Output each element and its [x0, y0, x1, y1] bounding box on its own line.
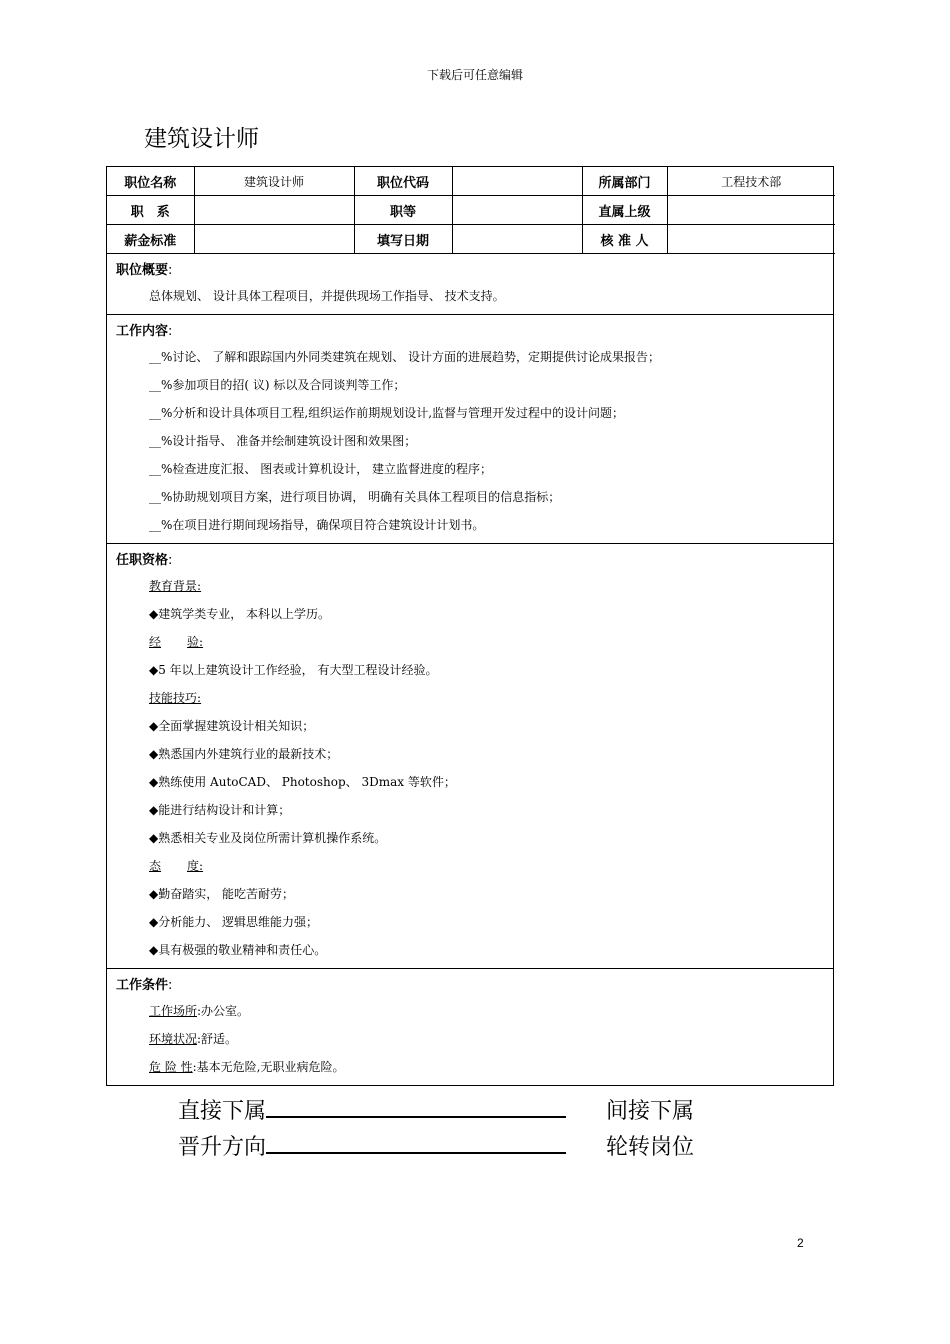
- attitude-label: 态 度:: [149, 859, 204, 873]
- header-note: 下载后可任意编辑: [426, 68, 523, 82]
- label-approver: 核 准 人: [582, 225, 667, 254]
- value-position-code: [452, 167, 582, 196]
- conditions-section: 工作条件: 工作场所:办公室。 环境状况:舒适。 危 险 性:基本无危险,无职业病危险。: [107, 969, 833, 1085]
- table-row: [107, 167, 835, 196]
- duty-item: __%分析和设计具体项目工程,组织运作前期规划设计,监督与管理开发过程中的设计问题；: [149, 406, 625, 420]
- direct-subordinate-line: [266, 1096, 566, 1118]
- skill-item: ◆熟悉相关专业及岗位所需计算机操作系统。: [149, 831, 387, 845]
- value-position-name: 建筑设计师: [194, 167, 354, 196]
- skill-item: ◆熟悉国内外建筑行业的最新技术；: [149, 747, 339, 761]
- duty-item: __%检查进度汇报、 图表或计算机设计， 建立监督进度的程序；: [149, 462, 493, 476]
- promotion-label: 晋升方向: [178, 1135, 267, 1160]
- value-job-series: [194, 196, 354, 225]
- attitude-item: ◆勤奋踏实， 能吃苦耐劳；: [149, 887, 295, 901]
- label-department: 所属部门: [582, 167, 667, 196]
- label-fill-date: 填写日期: [354, 225, 452, 254]
- rotation-label: 轮转岗位: [606, 1135, 695, 1160]
- value-department: 工程技术部: [667, 167, 835, 196]
- qualifications-heading: 任职资格: [116, 553, 169, 568]
- label-supervisor: 直属上级: [582, 196, 667, 225]
- value-approver: [667, 225, 835, 254]
- skill-item: ◆全面掌握建筑设计相关知识；: [149, 719, 315, 733]
- education-item: ◆建筑学类专业， 本科以上学历。: [149, 607, 331, 621]
- label-position-code: 职位代码: [354, 167, 452, 196]
- duty-item: __%在项目进行期间现场指导，确保项目符合建筑设计计划书。: [149, 518, 485, 532]
- promotion-field: [178, 1130, 566, 1161]
- skills-label: 技能技巧:: [149, 691, 202, 705]
- table-row: [107, 225, 835, 254]
- education-label: 教育背景:: [149, 579, 202, 593]
- page-title: 建筑设计师: [144, 126, 259, 152]
- experience-item: ◆5 年以上建筑设计工作经验， 有大型工程设计经验。: [149, 663, 438, 677]
- attitude-item: ◆分析能力、 逻辑思维能力强；: [149, 915, 319, 929]
- overview-section: 职位概要: 总体规划、 设计具体工程项目，并提供现场工作指导、 技术支持。: [107, 254, 833, 315]
- conditions-heading: 工作条件: [116, 978, 169, 993]
- info-table: [107, 167, 835, 254]
- direct-subordinate-field: [178, 1094, 566, 1125]
- skill-item: ◆能进行结构设计和计算；: [149, 803, 291, 817]
- value-job-grade: [452, 196, 582, 225]
- direct-subordinate-label: 直接下属: [178, 1099, 267, 1124]
- value-salary: [194, 225, 354, 254]
- overview-heading: 职位概要: [116, 263, 169, 278]
- qualifications-section: 任职资格: 教育背景: ◆建筑学类专业， 本科以上学历。 经 验: ◆5 年以上建筑设计工作经验， 有大型工程设计经验。 技能技巧: ◆全面掌握建筑设计相关知识； ◆熟悉国内外建筑行业的最新技术； ◆熟练使用 AutoCAD、 Photoshop、 3Dmax 等软件； ◆能进行结构设计和计算； ◆熟悉相关专业及岗位所需计算机操作系统。 态 度: ◆勤奋踏实， 能吃苦耐劳； ◆分析能力、 逻辑思维能力强； ◆具有极强的敬业精神和责任心。: [107, 544, 833, 969]
- duty-item: __%讨论、 了解和跟踪国内外同类建筑在规划、 设计方面的进展趋势，定期提供讨论成果报告；: [149, 350, 661, 364]
- label-job-series: 职 系: [107, 196, 194, 225]
- job-description-form: [106, 166, 834, 1086]
- duty-item: __%设计指导、 准备并绘制建筑设计图和效果图；: [149, 434, 417, 448]
- label-position-name: 职位名称: [107, 167, 194, 196]
- condition-risk: 危 险 性:基本无危险,无职业病危险。: [149, 1060, 345, 1074]
- page-number: 2: [797, 1236, 804, 1250]
- indirect-subordinate-label: 间接下属: [606, 1099, 695, 1124]
- label-job-grade: 职等: [354, 196, 452, 225]
- label-salary: 薪金标准: [107, 225, 194, 254]
- duties-heading: 工作内容: [116, 324, 169, 339]
- value-supervisor: [667, 196, 835, 225]
- overview-line: 总体规划、 设计具体工程项目，并提供现场工作指导、 技术支持。: [149, 289, 505, 303]
- duties-section: 工作内容: __%讨论、 了解和跟踪国内外同类建筑在规划、 设计方面的进展趋势，定期提供讨论成果报告； __%参加项目的招( 议) 标以及合同谈判等工作； __%分析和设计具体项目工程,组织运作前期规划设计,监督与管理开发过程中的设计问题； __%设计指导、 准备并绘制建筑设计图和效果图； __%检查进度汇报、 图表或计算机设计， 建立监督进度的程序； __%协助规划项目方案，进行项目协调， 明确有关具体工程项目的信息指标； __%在项目进行期间现场指导，确保项目符合建筑设计计划书。: [107, 315, 833, 544]
- condition-place: 工作场所:办公室。: [149, 1004, 250, 1018]
- promotion-line: [266, 1132, 566, 1154]
- duty-item: __%协助规划项目方案，进行项目协调， 明确有关具体工程项目的信息指标；: [149, 490, 561, 504]
- duty-item: __%参加项目的招( 议) 标以及合同谈判等工作；: [149, 378, 406, 392]
- attitude-item: ◆具有极强的敬业精神和责任心。: [149, 943, 327, 957]
- skill-item: ◆熟练使用 AutoCAD、 Photoshop、 3Dmax 等软件；: [149, 775, 456, 789]
- experience-label: 经 验:: [149, 635, 204, 649]
- table-row: [107, 196, 835, 225]
- value-fill-date: [452, 225, 582, 254]
- condition-environment: 环境状况:舒适。: [149, 1032, 238, 1046]
